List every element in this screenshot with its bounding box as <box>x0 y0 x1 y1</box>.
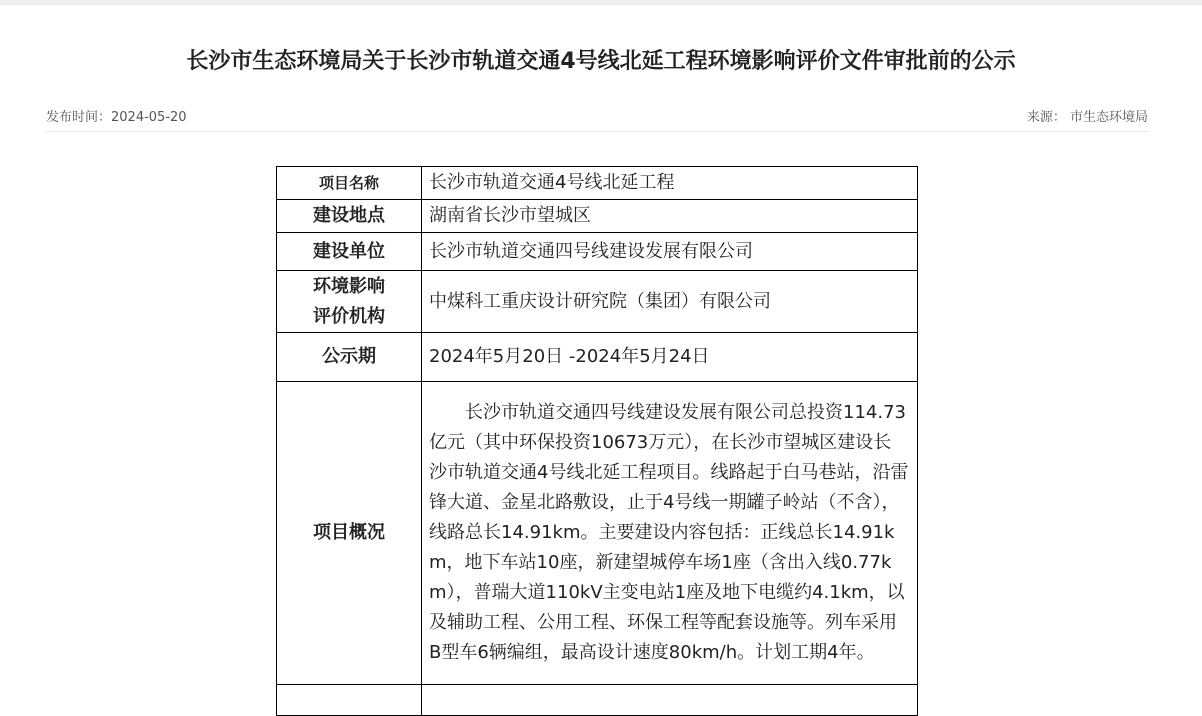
page-title: 长沙市生态环境局关于长沙市轨道交通4号线北延工程环境影响评价文件审批前的公示 <box>186 49 1016 74</box>
row-label: 建设地点 <box>277 200 422 233</box>
table-row <box>277 271 918 333</box>
source: 来源： 市生态环境局 <box>1026 110 1148 125</box>
table-row <box>277 382 918 685</box>
row-label <box>277 271 422 333</box>
row-value: 长沙市轨道交通四号线建设发展有限公司总投资114.73亿元（其中环保投资10673万元），在长沙市望城区建设长沙市轨道交通4号线北延工程项目。线路起于白马巷站，沿雷锋大道、金星北路敷设，止于4号线一期罐子岭站（不含），线路总长14.91km。主要建设内容包括：正线总长14.91km，地下车站10座，新建望城停车场1座（含出入线0.77km），普瑞大道110kV主变电站1座及地下电缆约4.1km，以及辅助工程、公用工程、环保工程等配套设施等。列车采用B型车6辆编组，最高设计速度80km/h。计划工期4年。 <box>422 382 918 685</box>
divider <box>46 131 1148 132</box>
row-label-line: 环境影响 <box>313 275 385 297</box>
publish-time: 发布时间：2024-05-20 <box>46 110 187 125</box>
row-value: 长沙市轨道交通4号线北延工程 <box>422 167 918 200</box>
row-value: 长沙市轨道交通四号线建设发展有限公司 <box>422 233 918 271</box>
top-bar <box>0 0 1202 5</box>
row-value <box>422 685 918 716</box>
row-label: 项目名称 <box>277 167 422 200</box>
row-value: 湖南省长沙市望城区 <box>422 200 918 233</box>
meta-row <box>46 106 1148 126</box>
project-info-table <box>276 166 918 716</box>
row-label: 公示期 <box>277 333 422 382</box>
row-label: 建设单位 <box>277 233 422 271</box>
table-row <box>277 167 918 200</box>
table-row <box>277 233 918 271</box>
row-value: 中煤科工重庆设计研究院（集团）有限公司 <box>422 271 918 333</box>
row-label-line: 评价机构 <box>313 305 385 327</box>
table-row <box>277 200 918 233</box>
table-row <box>277 685 918 716</box>
row-label <box>277 685 422 716</box>
row-label: 项目概况 <box>277 382 422 685</box>
row-value: 2024年5月20日 -2024年5月24日 <box>422 333 918 382</box>
table-row <box>277 333 918 382</box>
